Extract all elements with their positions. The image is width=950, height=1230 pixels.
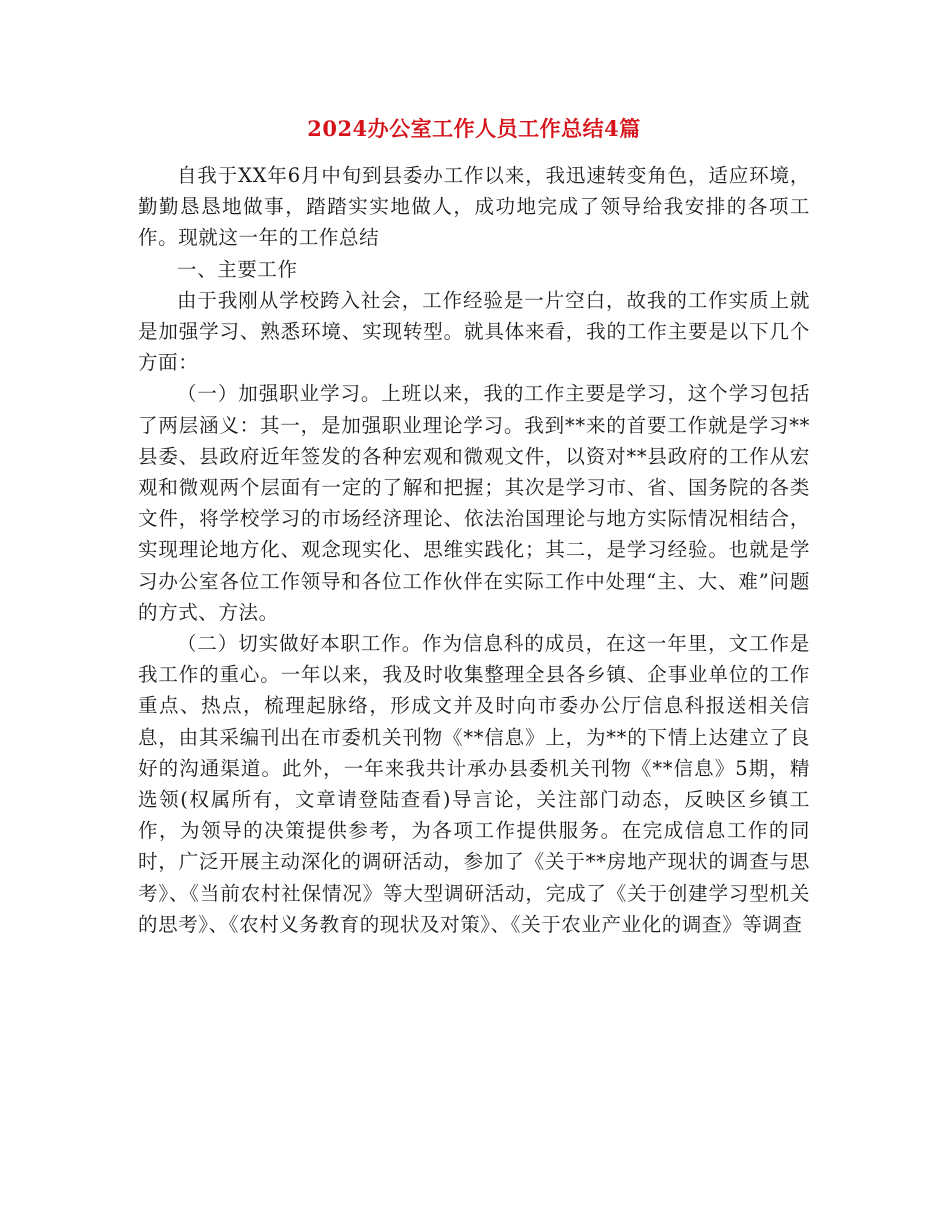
paragraph-duty: （二）切实做好本职工作。作为信息科的成员，在这一年里，文工作是我工作的重心。一年以来，我及时收集整理全县各乡镇、企事业单位的工作重点、热点，梳理起脉络，形成文并及时向市委办公厅信息科报送相关信息，由其采编刊出在市委机关刊物《**信息》上，为**的下情上达建立了良好的沟通渠道。此外，一年来我共计承办县委机关刊物《**信息》5期，精选领(权属所有，文章请登陆查看)导言论，关注部门动态，反映区乡镇工作，为领导的决策提供参考，为各项工作提供服务。在完成信息工作的同时，广泛开展主动深化的调研活动，参加了《关于**房地产现状的调查与思考》、《当前农村社保情况》等大型调研活动，完成了《关于创建学习型机关的思考》、《农村义务教育的现状及对策》、《关于农业产业化的调查》等调查 <box>138 632 810 936</box>
paragraph-overview: 由于我刚从学校跨入社会，工作经验是一片空白，故我的工作实质上就是加强学习、熟悉环境、实现转型。就具体来看，我的工作主要是以下几个方面： <box>138 288 810 375</box>
paragraph-study: （一）加强职业学习。上班以来，我的工作主要是学习，这个学习包括了两层涵义：其一，是加强职业理论学习。我到**来的首要工作就是学习**县委、县政府近年签发的各种宏观和微观文件，以资对**县政府的工作从宏观和微观两个层面有一定的了解和把握；其次是学习市、省、国务院的各类文件，将学校学习的市场经济理论、依法治国理论与地方实际情况相结合，实现理论地方化、观念现实化、思维实践化；其二，是学习经验。也就是学习办公室各位工作领导和各位工作伙伴在实际工作中处理“主、大、难”问题的方式、方法。 <box>138 382 810 624</box>
document-title: 2024办公室工作人员工作总结4篇 <box>307 116 641 141</box>
paragraph-intro: 自我于XX年6月中旬到县委办工作以来，我迅速转变角色，适应环境，勤勤恳恳地做事，踏踏实实地做人，成功地完成了领导给我安排的各项工作。现就这一年的工作总结 <box>138 164 810 250</box>
document-page <box>138 114 810 940</box>
section-heading-main-work: 一、主要工作 <box>177 257 298 281</box>
